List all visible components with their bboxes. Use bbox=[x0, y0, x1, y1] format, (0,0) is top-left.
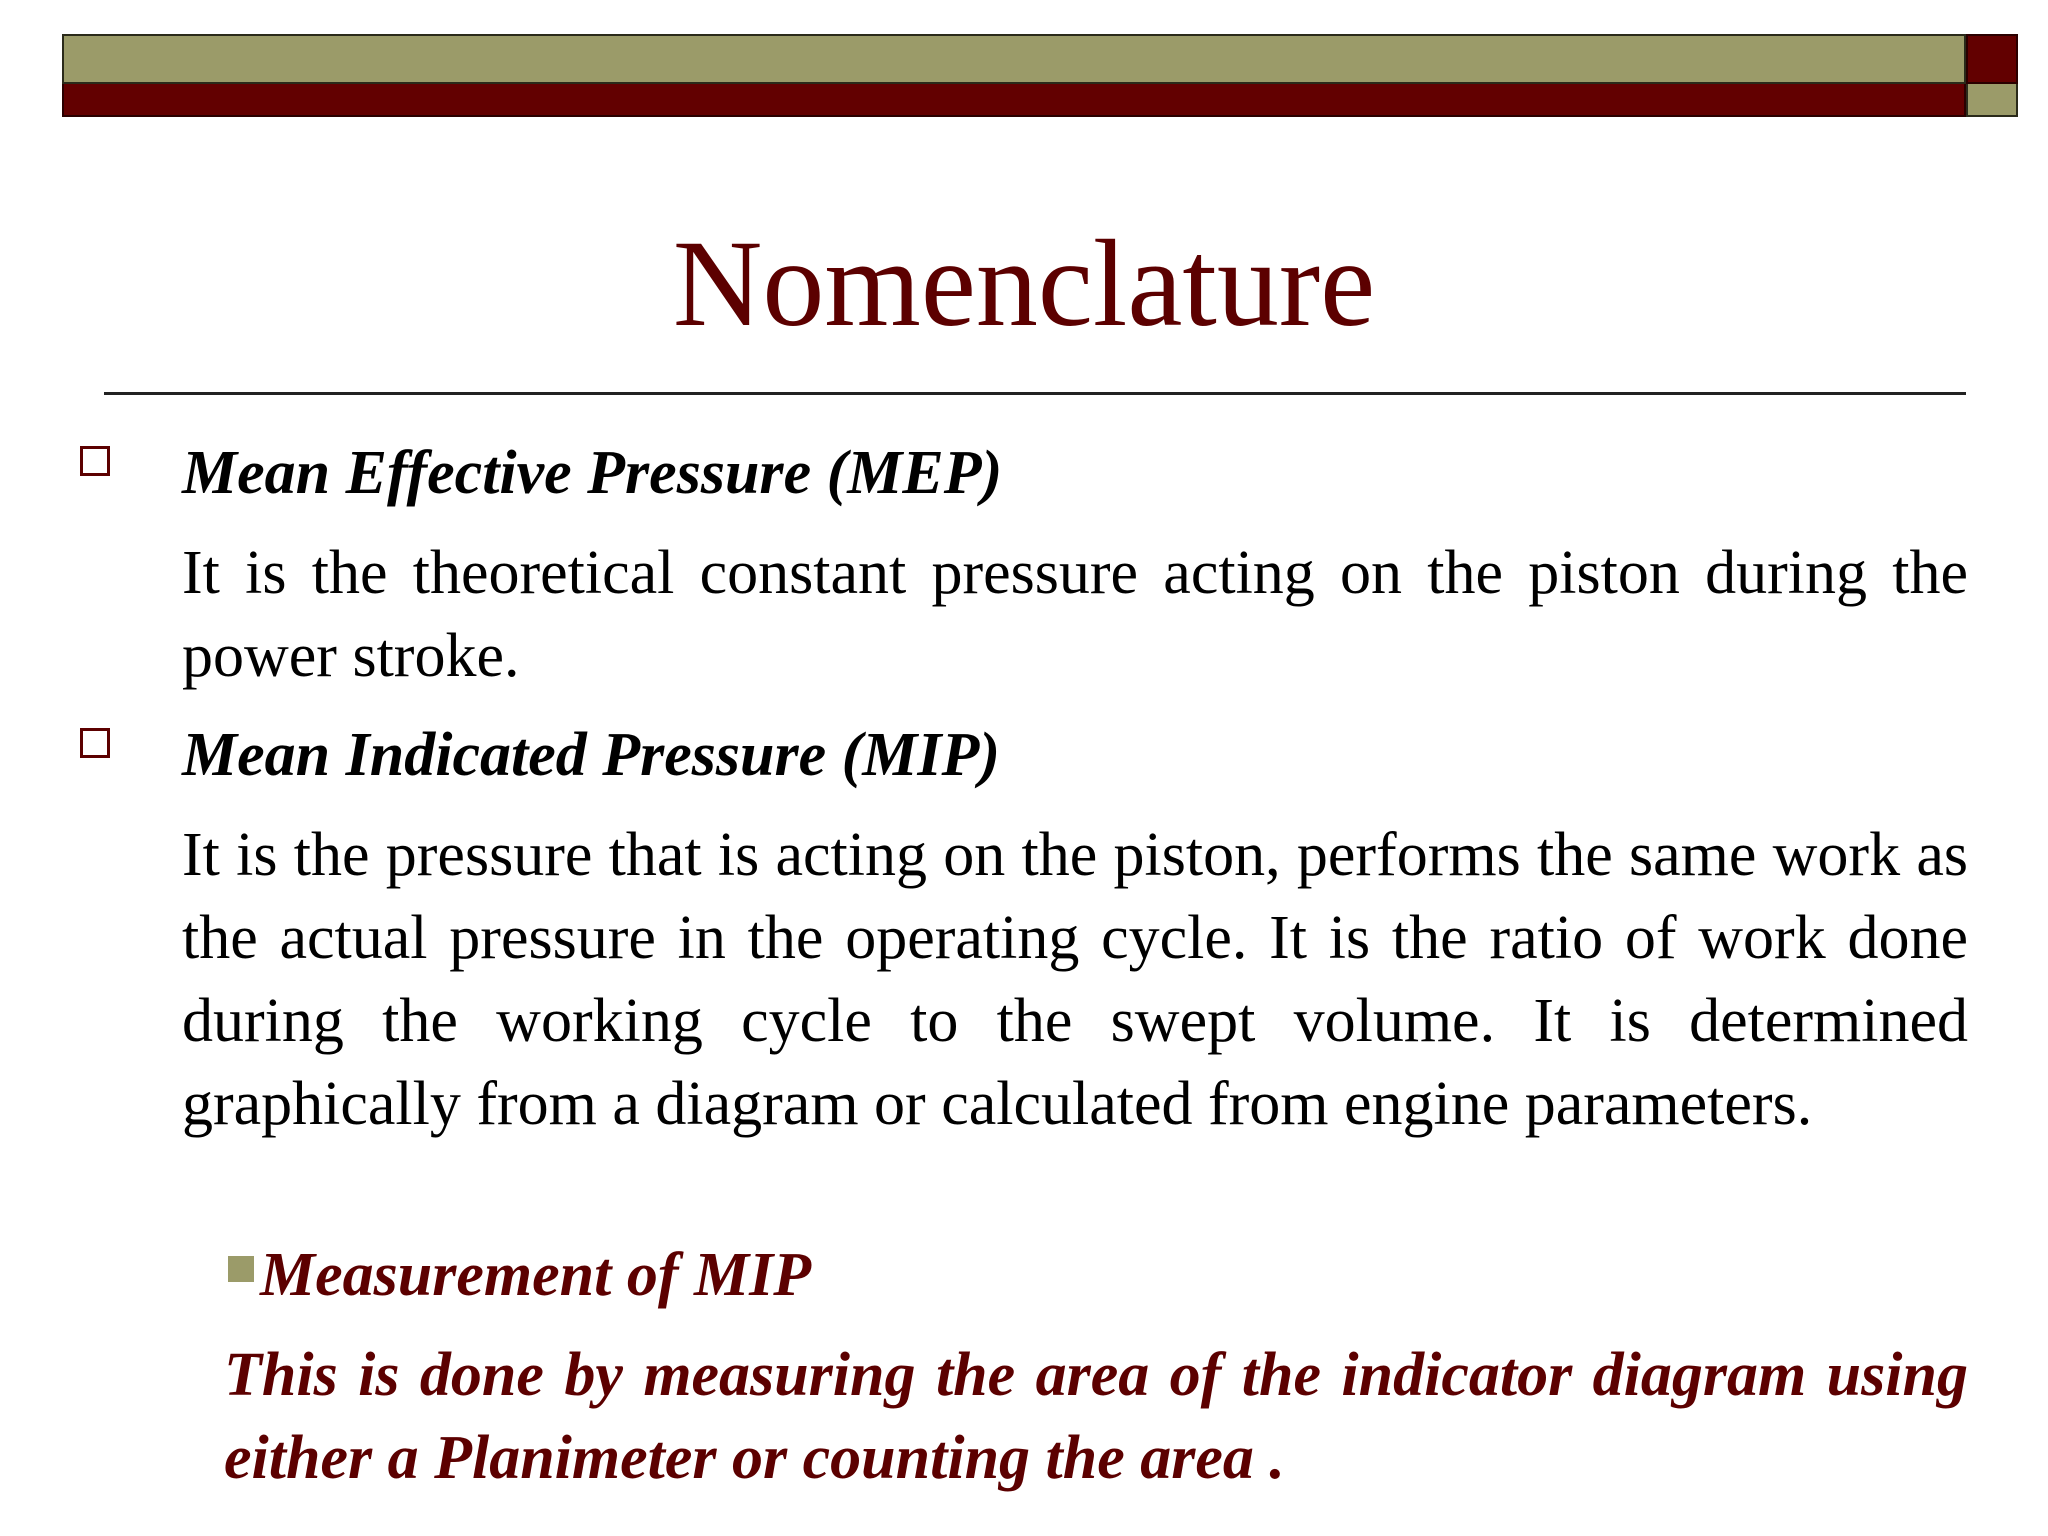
item-text-mep: It is the theoretical constant pressure acting on the piston during the power stroke. bbox=[182, 539, 1968, 690]
sub-text-measurement: This is done by measuring the area of the indicator diagram using either a Planimeter or counting the area . bbox=[224, 1341, 1968, 1492]
filled-square-bullet-icon bbox=[228, 1256, 254, 1282]
sub-heading-measurement: Measurement of MIP bbox=[260, 1241, 812, 1309]
slide-title: Nomenclature bbox=[672, 215, 1376, 352]
item-text-mip: It is the pressure that is acting on the piston, performs the same work as the actual pressure in the operating cycle. It is the ratio of work done during the working cycle to the swept volume. It is determined graphically from a diagram or calculated from engine parameters. bbox=[182, 821, 1968, 1138]
item-heading-mep: Mean Effective Pressure (MEP) bbox=[182, 439, 1003, 507]
header-corner-olive bbox=[1966, 84, 2018, 117]
hollow-square-bullet-icon bbox=[80, 728, 110, 758]
header-bar-maroon bbox=[62, 84, 1966, 117]
title-divider bbox=[104, 392, 1966, 395]
hollow-square-bullet-icon bbox=[80, 446, 110, 476]
header-corner-maroon bbox=[1966, 34, 2018, 84]
header-bar-olive bbox=[62, 34, 1966, 84]
item-heading-mip: Mean Indicated Pressure (MIP) bbox=[182, 721, 1001, 789]
